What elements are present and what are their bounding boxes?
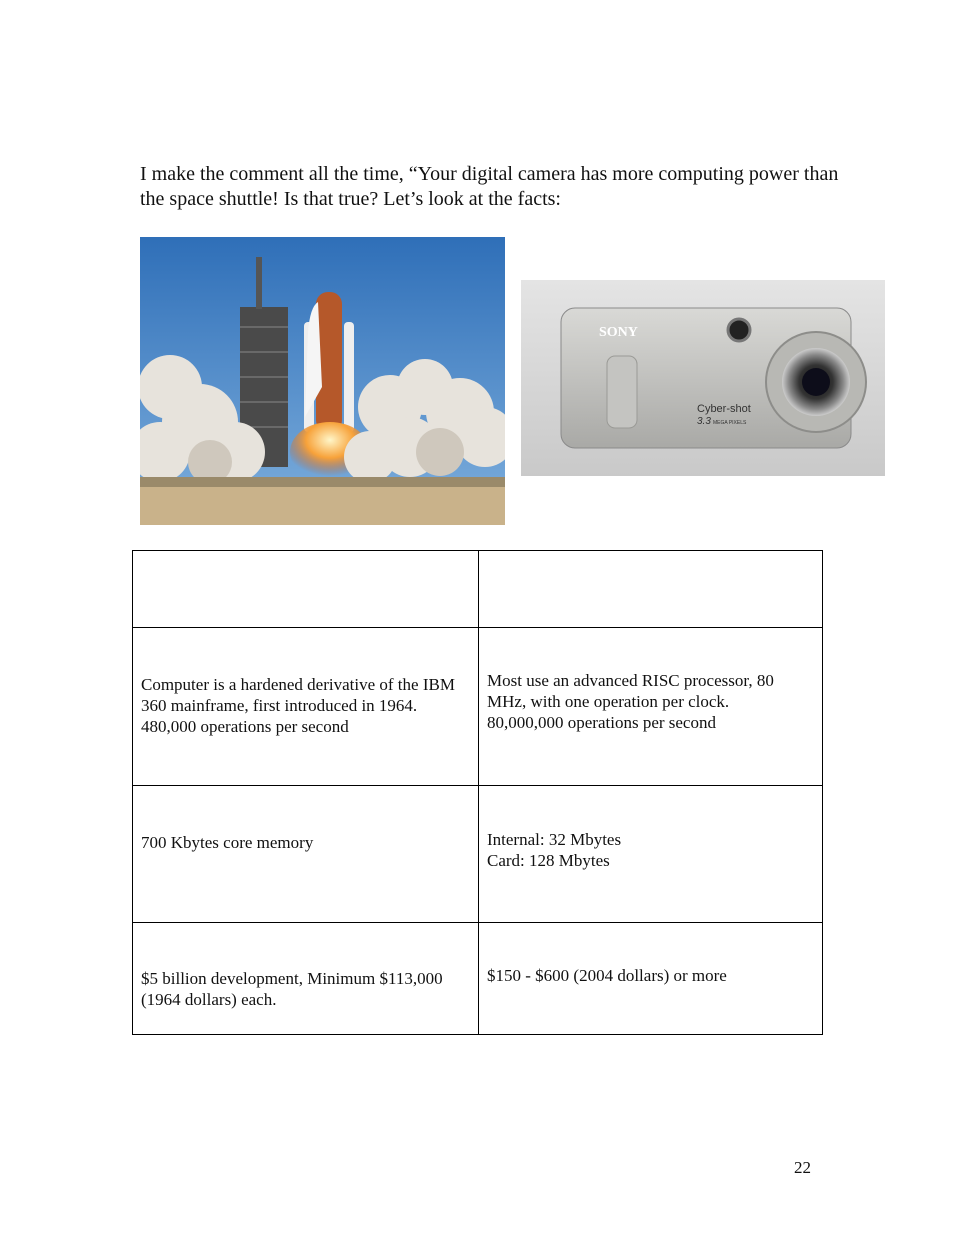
- digital-camera-photo: [521, 280, 885, 476]
- table-row: [133, 786, 823, 923]
- intro-paragraph: I make the comment all the time, “Your digital camera has more computing power than the space shuttle! Is that true? Let’s look at the facts:: [140, 163, 839, 210]
- shuttle-cell: $5 billion development, Minimum $113,000 (1964 dollars) each.: [133, 923, 479, 1035]
- camera-cell: Most use an advanced RISC processor, 80 MHz, with one operation per clock. 80,000,000 operations per second: [479, 628, 823, 786]
- camera-cell: $150 - $600 (2004 dollars) or more: [479, 923, 823, 1035]
- camera-brand-text: SONY: [599, 325, 638, 340]
- shuttle-cell: Computer is a hardened derivative of the IBM 360 mainframe, first introduced in 1964. 480,000 operations per second: [133, 628, 479, 786]
- page-number: 22: [794, 1158, 811, 1177]
- camera-megapixels-label: MEGA PIXELS: [713, 420, 747, 426]
- table-row: [133, 923, 823, 1035]
- shuttle-cell: [133, 551, 479, 628]
- camera-cell: [479, 551, 823, 628]
- shuttle-cell: 700 Kbytes core memory: [133, 786, 479, 923]
- comparison-table: [132, 550, 823, 1035]
- table-row: [133, 551, 823, 628]
- camera-cell: Internal: 32 Mbytes Card: 128 Mbytes: [479, 786, 823, 923]
- table-row: [133, 628, 823, 786]
- camera-megapixels-text: 3.3: [697, 416, 711, 427]
- camera-model-text: Cyber-shot: [697, 403, 751, 415]
- space-shuttle-launch-photo: [140, 237, 505, 525]
